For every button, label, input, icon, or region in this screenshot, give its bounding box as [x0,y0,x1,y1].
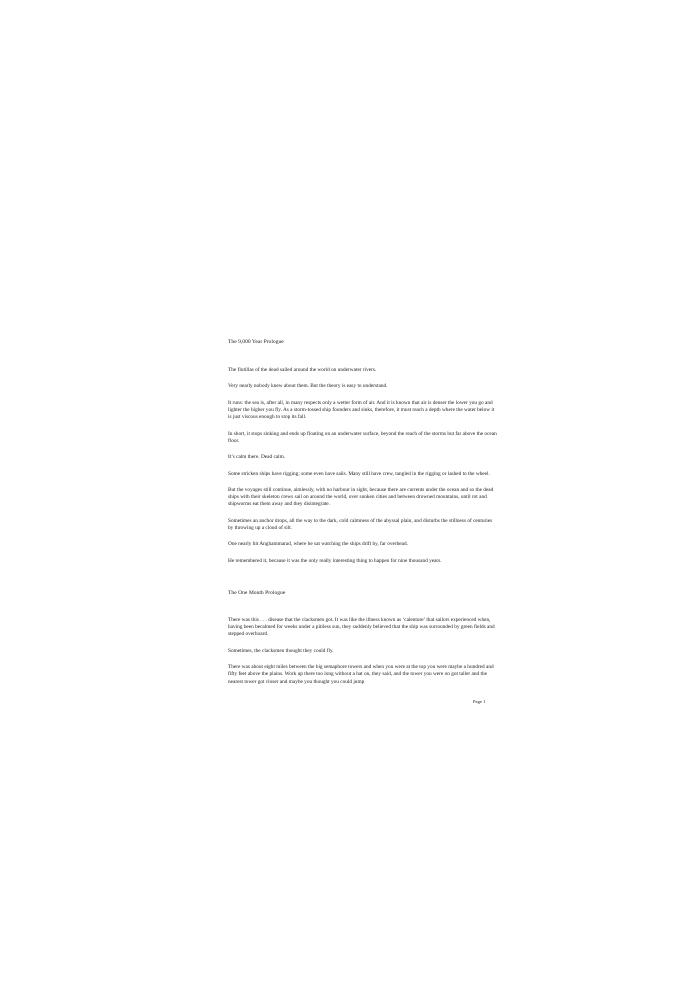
paragraph: He remembered it, because it was the only really interesting thing to happen for nine thousand years. [228,557,442,564]
paragraph: One nearly hit Anghammarad, where he sat watching the ships drift by, far overhead. [228,541,408,548]
paragraph: There was this . . . disease that the clacksmen got. It was like the illness known as ‘calenture’ that sailors experienced when, having been becalmed for weeks under a pitiless sun, they suddenly believed that the ship was surrounded by green fields and stepped overboard. [228,617,495,638]
page-number: Page 1 [473,699,486,704]
section-body-prologue-one-month [228,617,498,695]
section-heading-prologue-9000: The 9,000 Year Prologue [228,339,284,345]
paragraph: It’s calm there. Dead calm. [228,454,286,461]
paragraph: Some stricken ships have rigging; some even have sails. Many still have crew, tangled in the rigging or lashed to the wheel. [228,470,490,477]
paragraph: Sometimes an anchor drops, all the way to the dark, cold calmness of the abyssal plain, and disturbs the stillness of centuries by throwing up a cloud of silt. [228,517,493,531]
paragraph: There was about eight miles between the big semaphore towers and when you were at the top you were maybe a hundred and fifty feet above the plains. Work up there too long without a hat on, they said, and the tower you were on got taller and the nearest tower got closer and maybe you thought you could jump [228,664,494,685]
paragraph: The flotillas of the dead sailed around the world on underwater rivers. [228,367,377,373]
paragraph: Sometimes, the clacksmen thought they could fly. [228,647,334,654]
section-body-prologue-9000 [228,367,498,574]
section-heading-prologue-one-month: The One Month Prologue [228,590,286,596]
paragraph: It runs: the sea is, after all, in many respects only a wetter form of air. And it is known that air is denser the lower you go and lighter the higher you fly. As a storm-tossed ship founders and sinks, therefore, it must reach a depth where the water below it is just viscous enough to stop its fall. [228,399,495,421]
paragraph: Very nearly nobody knew about them. But the theory is easy to understand. [228,383,388,390]
paragraph: In short, it stops sinking and ends up floating on an underwater surface, beyond the reach of the storms but far above the ocean floor. [228,430,497,444]
paragraph: But the voyages still continue, aimlessly, with no harbour in sight, because there are currents under the ocean and so the dead ships with their skeleton crews sail on around the world, over sunken cities and between drowned mountains, until rot and shipworms eat them away and they disintegrate. [228,486,494,508]
